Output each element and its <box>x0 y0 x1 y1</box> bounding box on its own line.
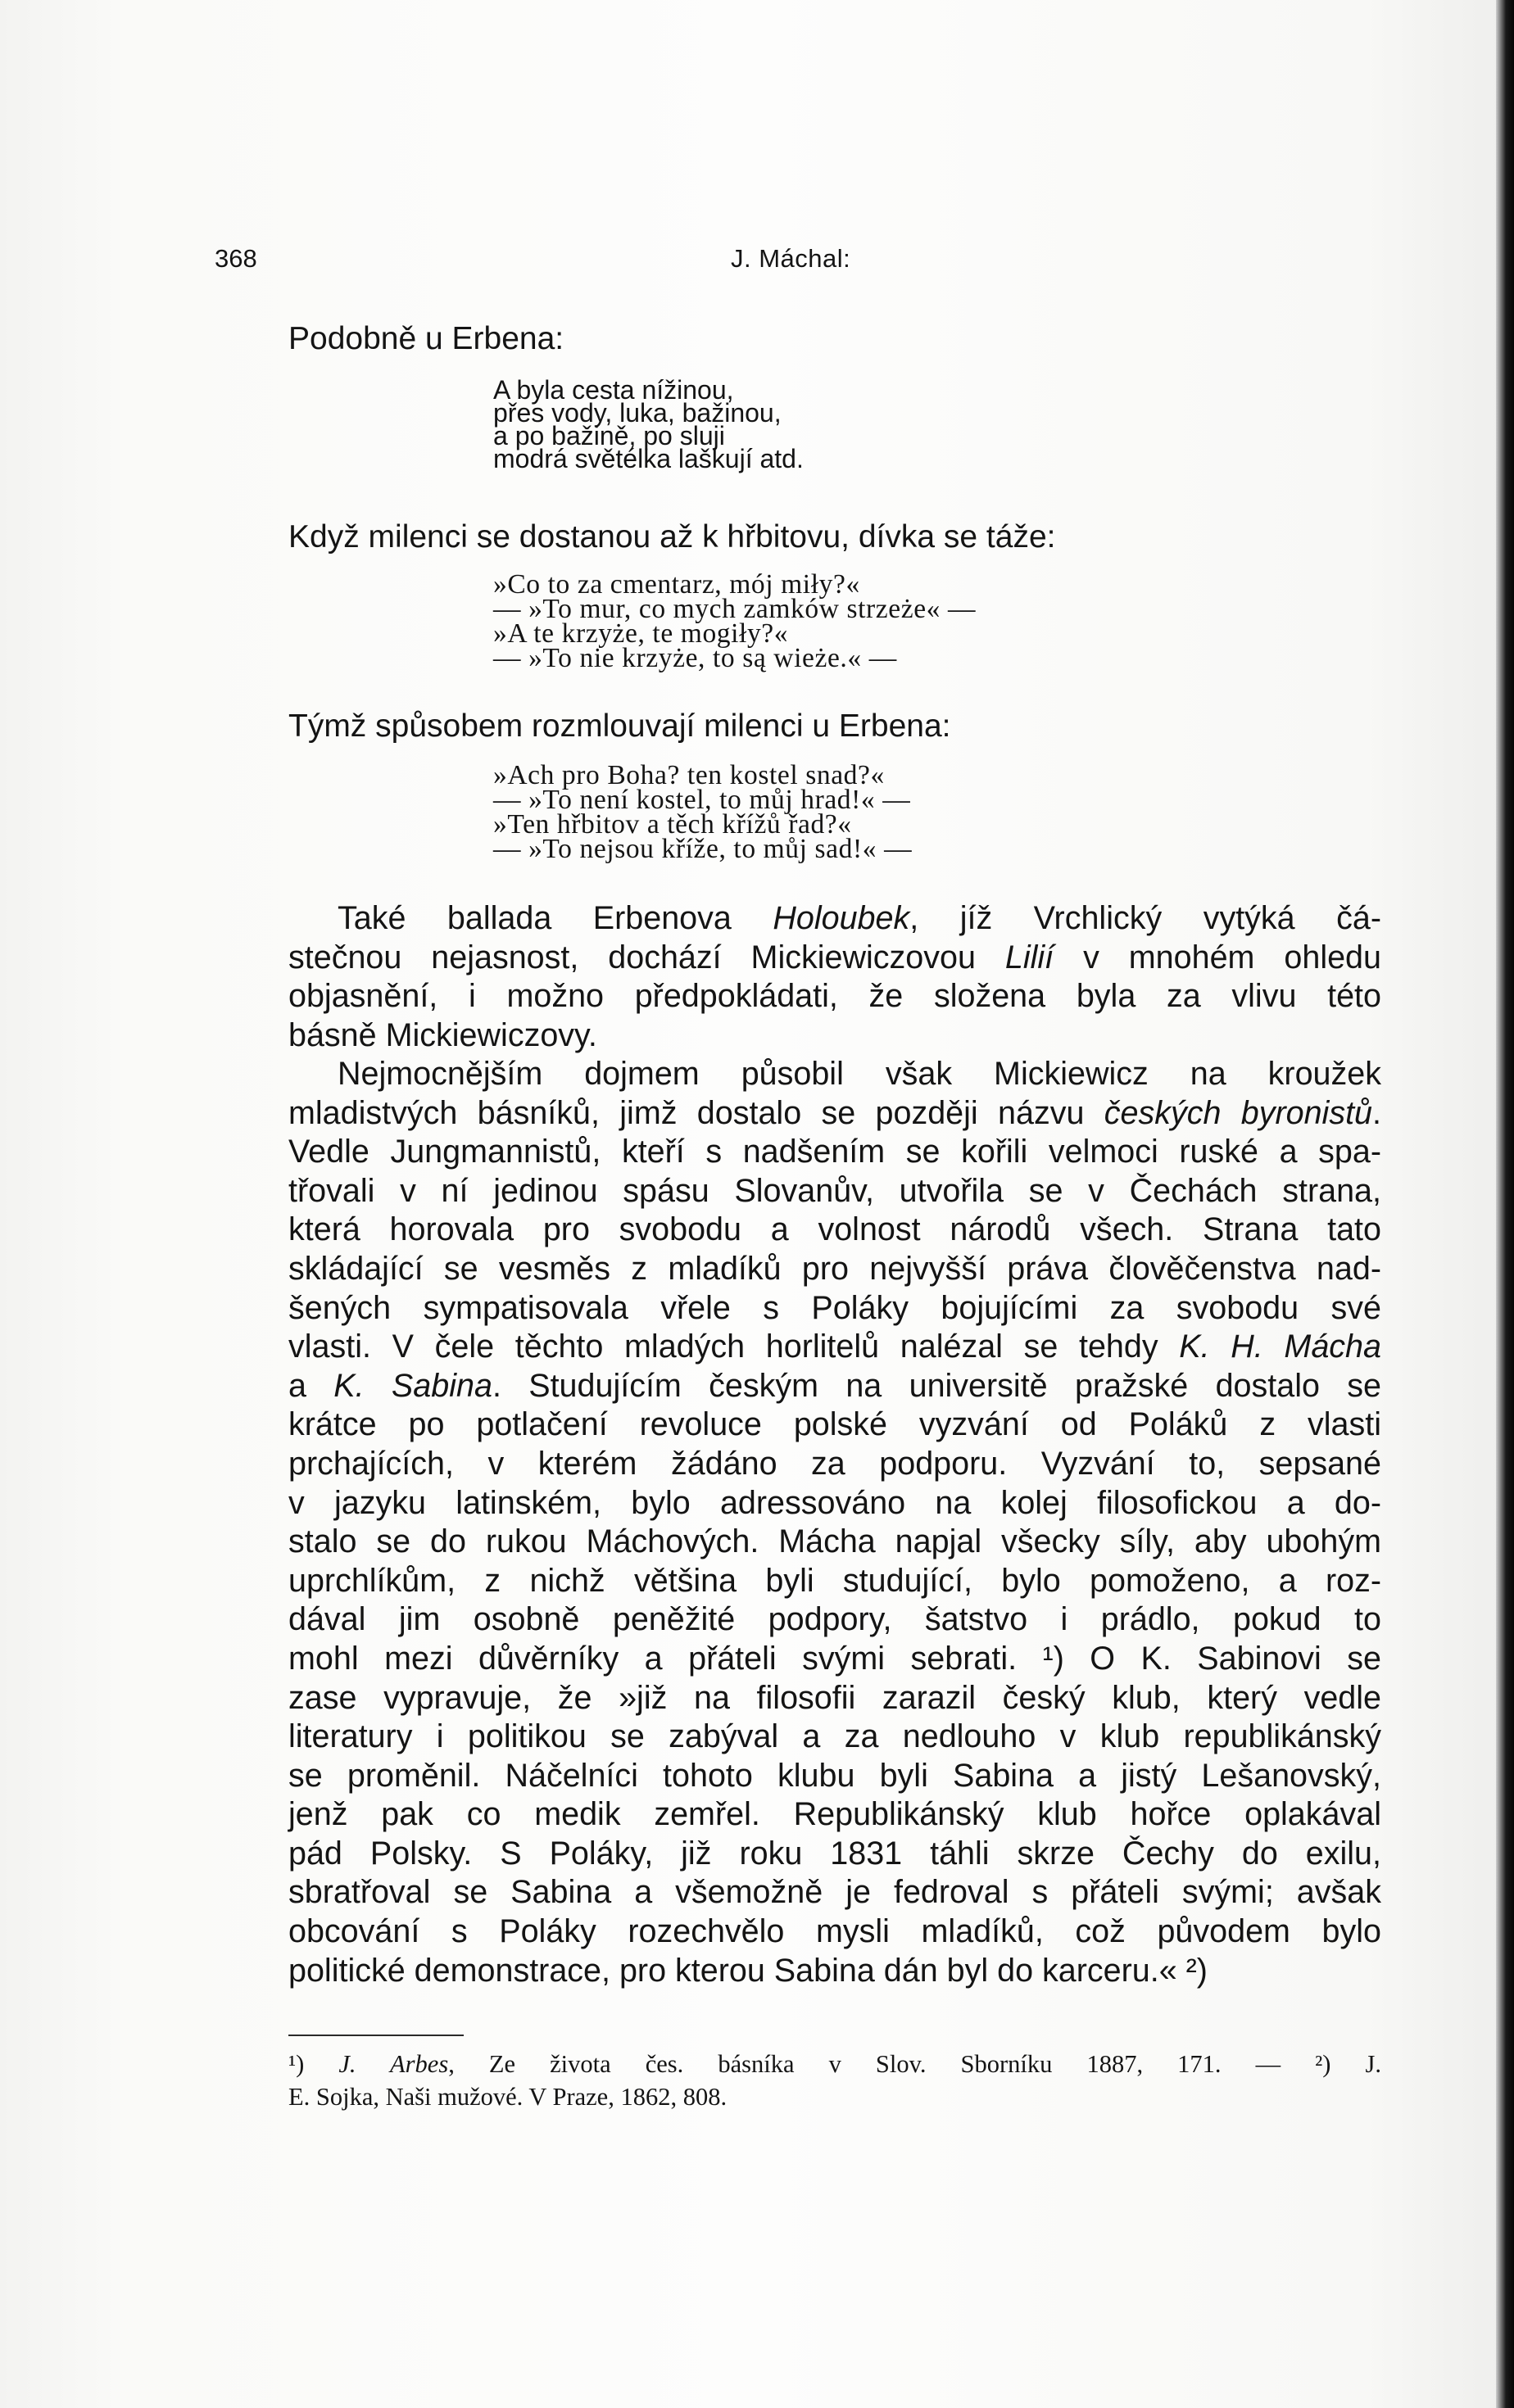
verse-line: — »To mur, co mych zamków strzeże« — <box>493 594 977 624</box>
verse-line: A byla cesta nížinou, <box>493 375 734 405</box>
paragraph-line: vlasti. V čele těchto mladých horlitelů nalézal se tehdy K. H. Mácha <box>288 1328 1381 1365</box>
page-number: 368 <box>215 244 257 273</box>
verse-line: a po bažině, po sluji <box>493 421 725 450</box>
verse-line: »Ten hřbitov a těch křížů řad?« <box>493 809 852 840</box>
verse-line: »Co to za cmentarz, mój miły?« <box>493 569 860 600</box>
footnote-line: ¹) J. Arbes, Ze života čes. básníka v Slov. Sborníku 1887, 171. — ²) J. <box>288 2050 1381 2078</box>
paragraph-line: mladistvých básníků, jimž dostalo se později názvu českých byronistů. <box>288 1094 1381 1131</box>
verse-block-mickiewicz <box>493 569 977 673</box>
running-head: J. Máchal: <box>731 244 851 273</box>
paragraph-line: třovali v ní jedinou spásu Slovanův, utvořila se v Čechách strana, <box>288 1172 1381 1209</box>
paragraph-line: dával jim osobně peněžité podpory, šatstvo i prádlo, pokud to <box>288 1601 1381 1638</box>
paragraph-line: Také ballada Erbenova Holoubek, jíž Vrchlický vytýká čá- <box>338 900 1381 936</box>
paragraph-line: stečnou nejasnost, dochází Mickiewiczovou Lilií v mnohém ohledu <box>288 939 1381 975</box>
verse-block-erben <box>493 375 804 473</box>
paragraph-byronists <box>288 1055 1381 1990</box>
footnote-rule <box>288 2035 464 2036</box>
paragraph-line: politické demonstrace, pro kterou Sabina dán byl do karceru.« ²) <box>288 1952 1208 1989</box>
paragraph-line: krátce po potlačení revoluce polské vyzvání od Poláků z vlasti <box>288 1406 1381 1443</box>
verse-line: přes vody, luka, bažinou, <box>493 398 782 428</box>
verse-line: — »To nejsou kříže, to můj sad!« — <box>493 834 913 864</box>
line-tymz: Týmž spůsobem rozmlouvají milenci u Erbena: <box>288 708 951 744</box>
paragraph-line: a K. Sabina. Studujícím českým na universitě pražské dostalo se <box>288 1367 1381 1404</box>
page-header <box>215 244 1345 285</box>
footnote-line: E. Sojka, Naši mužové. V Praze, 1862, 808. <box>288 2083 728 2111</box>
paragraph-line: sbratřoval se Sabina a všemožně je fedroval s přáteli svými; avšak <box>288 1874 1381 1911</box>
paragraph-line: zase vypravuje, že »již na filosofii zarazil český klub, který vedle <box>288 1679 1381 1716</box>
paragraph-line: pád Polsky. S Poláky, již roku 1831 táhli skrze Čechy do exilu, <box>288 1835 1381 1872</box>
paragraph-line: Vedle Jungmannistů, kteří s nadšením se kořili velmoci ruské a spa- <box>288 1134 1381 1170</box>
paragraph-holoubek <box>288 899 1381 1055</box>
intro-erben: Podobně u Erbena: <box>288 321 564 356</box>
paragraph-line: která horovala pro svobodu a volnost národů všech. Strana tato <box>288 1211 1381 1248</box>
paragraph-line: skládající se vesměs z mladíků pro nejvyšší práva člověčenstva nad- <box>288 1250 1381 1287</box>
paragraph-line: prchajících, v kterém žádáno za podporu. Vyzvání to, sepsané <box>288 1445 1381 1482</box>
paragraph-line: v jazyku latinském, bylo adressováno na kolej filosofickou a do- <box>288 1484 1381 1521</box>
verse-line: »Ach pro Boha? ten kostel snad?« <box>493 760 885 790</box>
paragraph-line: literatury i politikou se zabýval a za nedlouho v klub republikánský <box>288 1718 1381 1755</box>
paragraph-line: se proměnil. Náčelníci tohoto klubu byli Sabina a jistý Lešanovský, <box>288 1757 1381 1794</box>
verse-line: »A te krzyże, te mogiły?« <box>493 618 789 649</box>
paragraph-line: básně Mickiewiczovy. <box>288 1016 597 1053</box>
paragraph-line: jenž pak co medik zemřel. Republikánský klub hořce oplakával <box>288 1796 1381 1833</box>
scan-border <box>1496 0 1514 2408</box>
line-hrbitov: Když milenci se dostanou až k hřbitovu, dívka se táže: <box>288 519 1056 554</box>
paragraph-line: stalo se do rukou Máchových. Mácha napjal všecky síly, aby ubohým <box>288 1523 1381 1560</box>
paragraph-line: obcování s Poláky rozechvělo mysli mladíků, což původem bylo <box>288 1913 1381 1950</box>
verse-line: — »To nie krzyże, to są wieże.« — <box>493 643 897 673</box>
paragraph-line: Nejmocnějším dojmem působil však Mickiewicz na kroužek <box>338 1056 1381 1092</box>
paragraph-line: mohl mezi důvěrníky a přáteli svými sebrati. ¹) O K. Sabinovi se <box>288 1640 1381 1677</box>
paragraph-line: objasnění, i možno předpokládati, že složena byla za vlivu této <box>288 978 1381 1015</box>
verse-line: — »To není kostel, to můj hrad!« — <box>493 785 911 815</box>
verse-line: modrá světélka laškují atd. <box>493 444 804 473</box>
footnotes <box>288 2048 1381 2113</box>
paragraph-line: šených sympatisovala vřele s Poláky bojujícími za svobodu své <box>288 1289 1381 1326</box>
paragraph-line: uprchlíkům, z nichž většina byli studující, bylo pomoženo, a roz- <box>288 1562 1381 1599</box>
verse-block-erben-2 <box>493 760 913 864</box>
